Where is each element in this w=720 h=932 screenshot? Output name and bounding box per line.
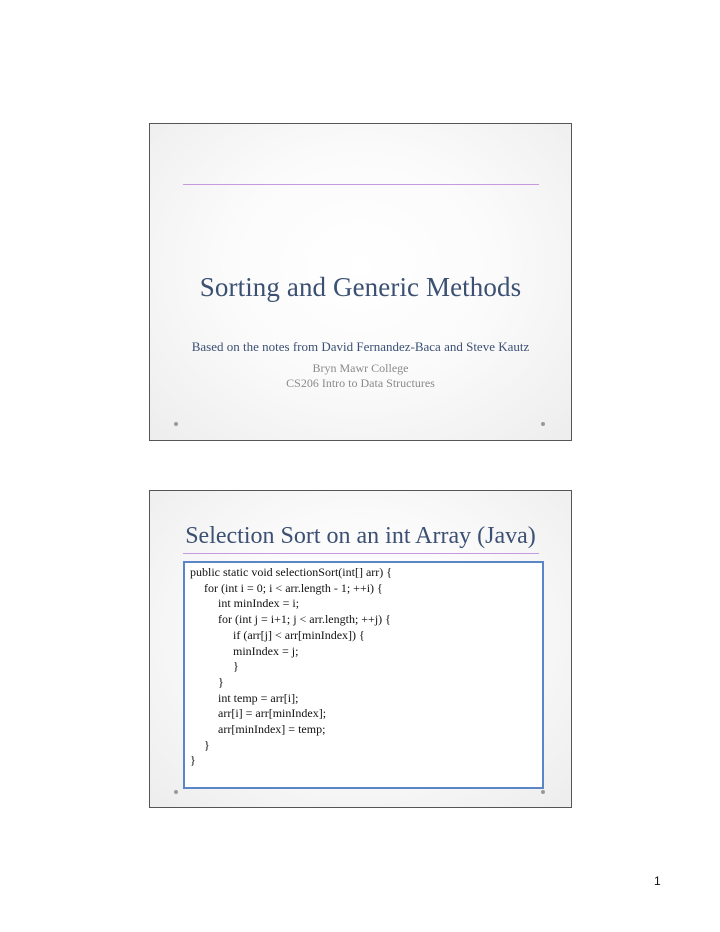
code-line: } [218,674,224,689]
code-line: for (int j = i+1; j < arr.length; ++j) { [218,612,391,627]
code-line: } [233,659,239,674]
code-line: int temp = arr[i]; [218,690,299,705]
code-line: } [190,753,196,768]
course-label: CS206 Intro to Data Structures [286,376,435,390]
code-slide [149,490,572,808]
accent-rule [183,553,539,554]
slide-subtitle: Based on the notes from David Fernandez-Baca and Steve Kautz [191,339,530,354]
code-line: for (int i = 0; i < arr.length - 1; ++i) { [204,580,383,595]
slide-title: Selection Sort on an int Array (Java) [185,523,536,549]
code-line: if (arr[j] < arr[minIndex]) { [233,627,365,642]
accent-rule [183,184,539,185]
institution-label: Bryn Mawr College [312,361,409,375]
bullet-dot-icon [541,422,545,426]
bullet-dot-icon [174,422,178,426]
code-line: arr[i] = arr[minIndex]; [218,706,327,721]
title-slide [149,123,572,441]
bullet-dot-icon [541,790,545,794]
page-number: 1 [654,874,661,888]
code-line: int minIndex = i; [218,596,300,611]
code-line: } [204,737,210,752]
code-line: minIndex = j; [233,643,299,658]
code-line: public static void selectionSort(int[] arr) { [190,565,393,579]
code-line: arr[minIndex] = temp; [218,722,326,737]
slide-title: Sorting and Generic Methods [199,272,522,302]
code-block [183,561,544,789]
bullet-dot-icon [174,790,178,794]
